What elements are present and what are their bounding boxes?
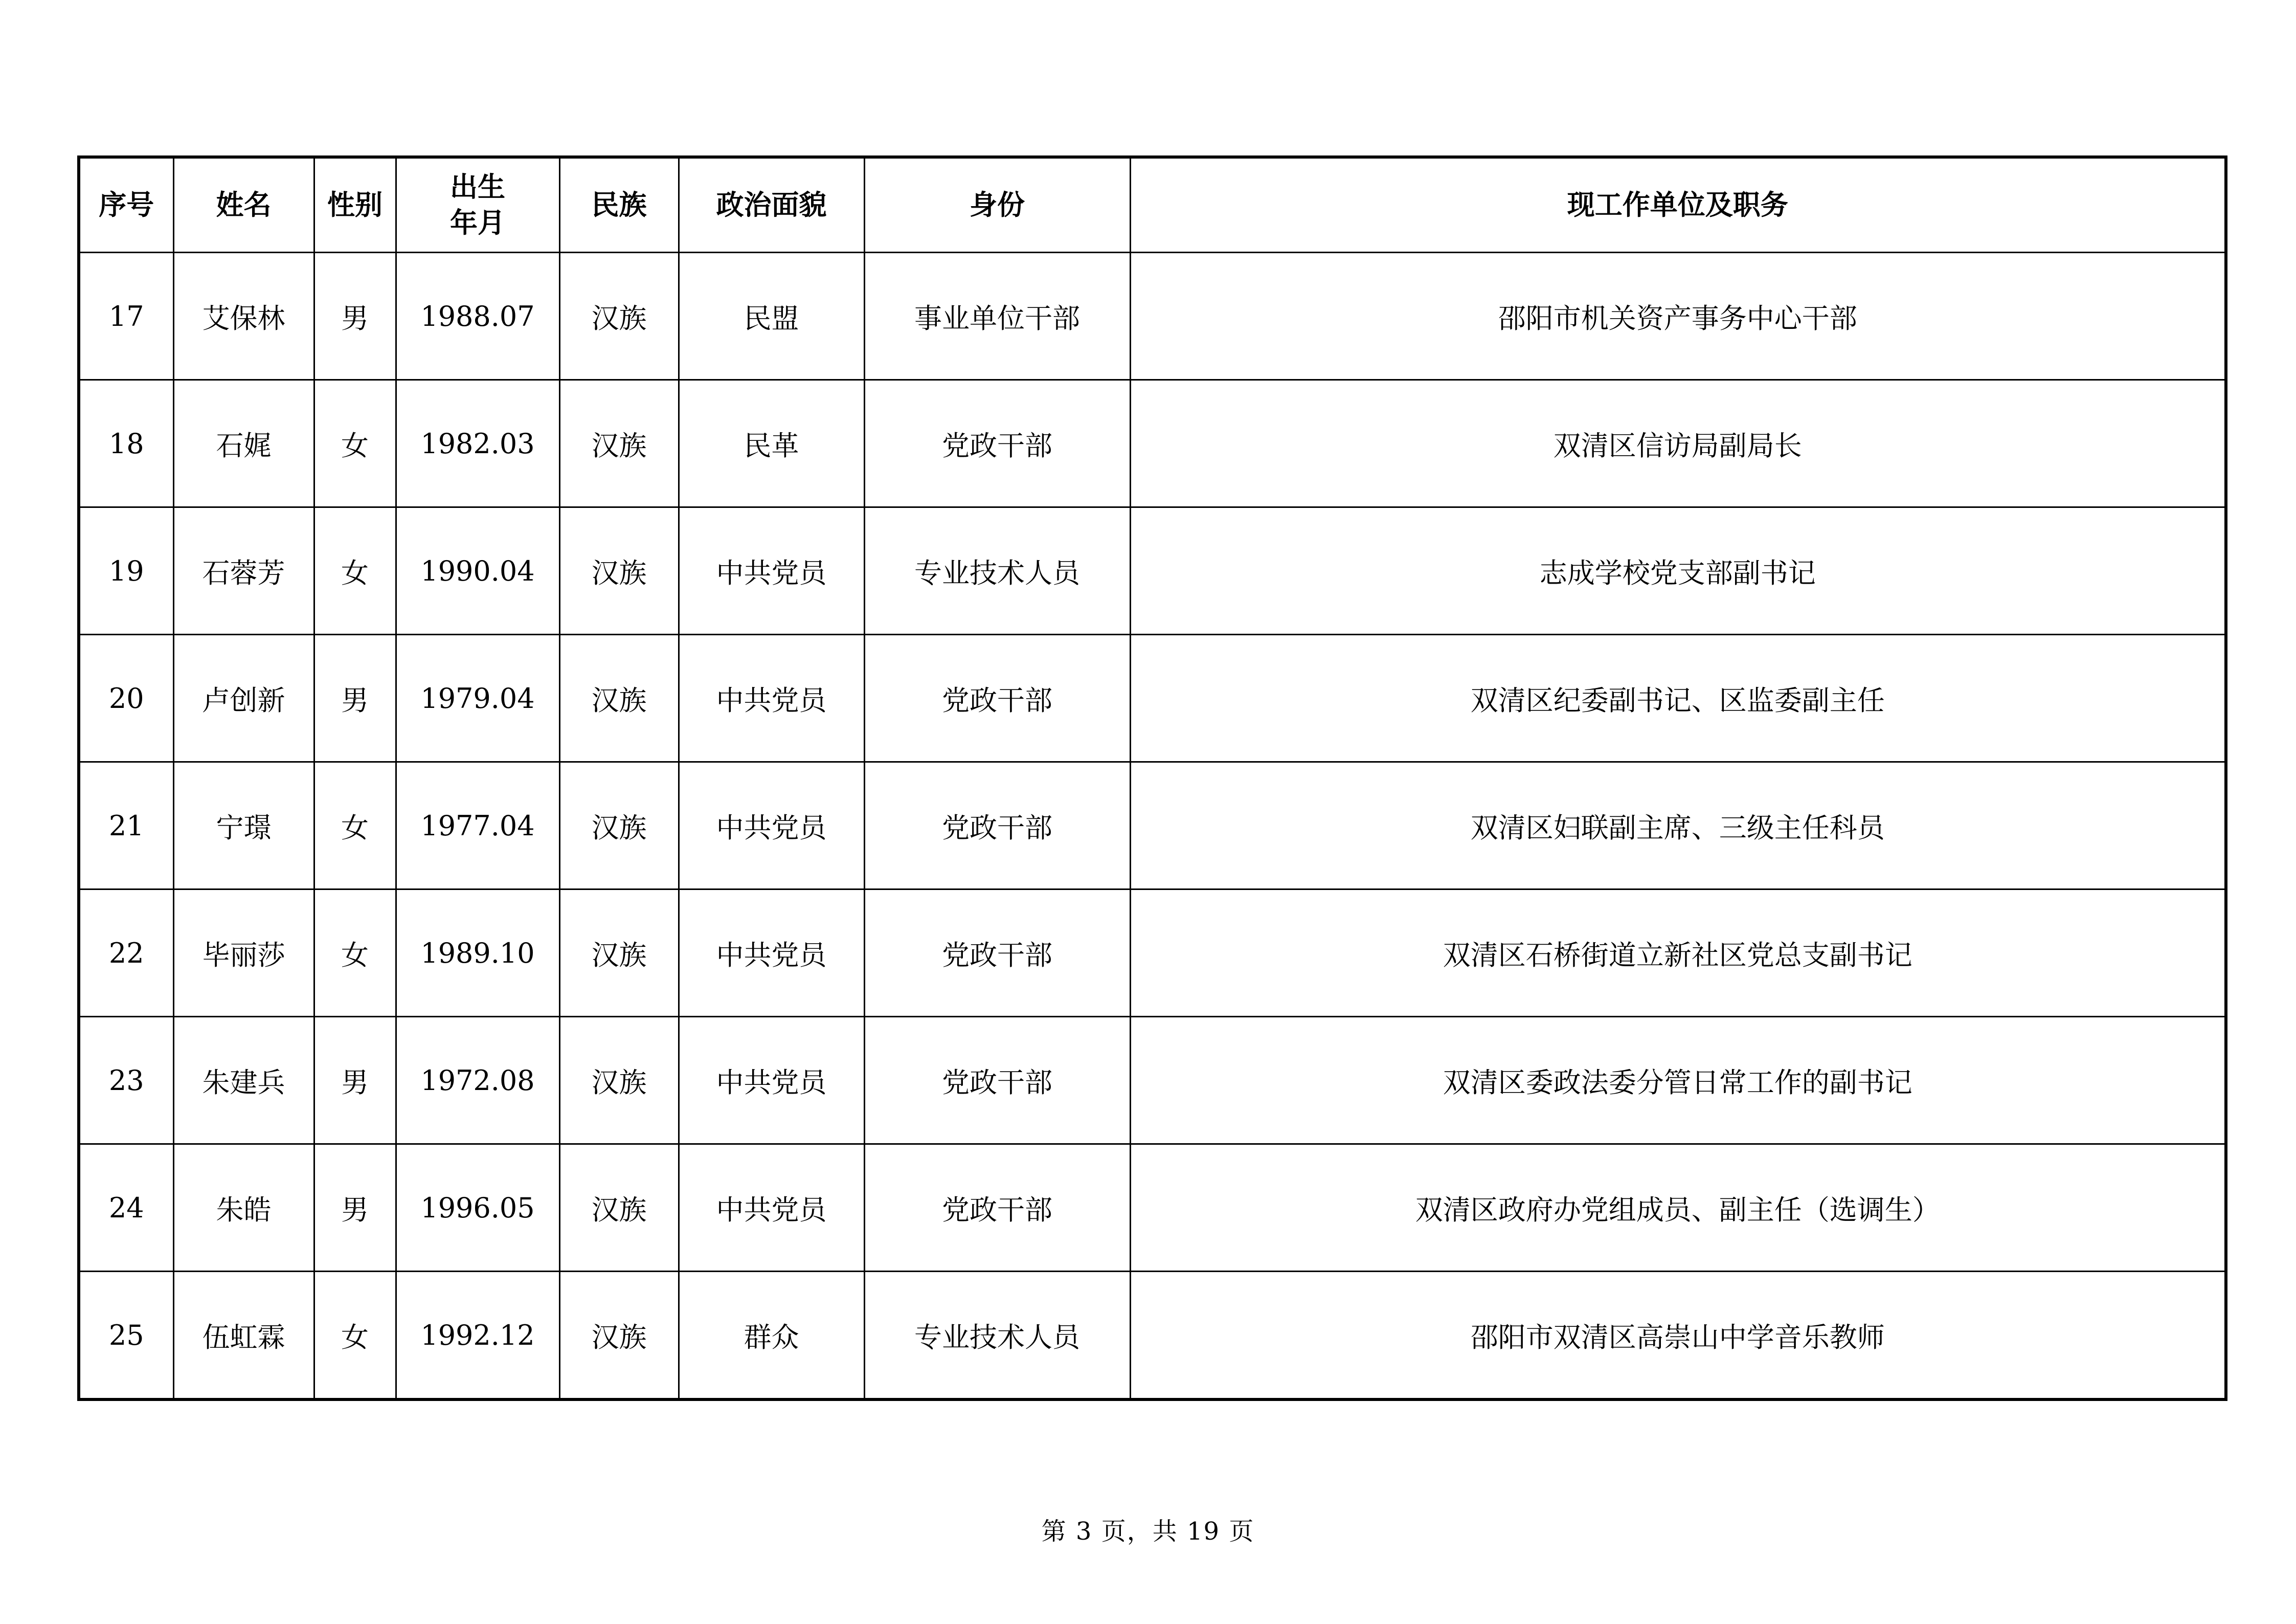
cell-identity: 党政干部 [864, 889, 1130, 1017]
header-gender: 性别 [314, 157, 396, 253]
cell-seq: 20 [79, 635, 173, 762]
cell-ethnicity: 汉族 [559, 1017, 679, 1144]
cell-birth: 1992.12 [396, 1272, 559, 1400]
cell-position: 邵阳市机关资产事务中心干部 [1130, 253, 2226, 380]
cell-identity: 专业技术人员 [864, 507, 1130, 635]
cell-ethnicity: 汉族 [559, 1144, 679, 1272]
cell-birth: 1996.05 [396, 1144, 559, 1272]
cell-seq: 23 [79, 1017, 173, 1144]
cell-seq: 19 [79, 507, 173, 635]
cell-name: 伍虹霖 [173, 1272, 314, 1400]
cell-ethnicity: 汉族 [559, 635, 679, 762]
cell-gender: 女 [314, 507, 396, 635]
header-position: 现工作单位及职务 [1130, 157, 2226, 253]
cell-position: 邵阳市双清区高崇山中学音乐教师 [1130, 1272, 2226, 1400]
cell-political: 民革 [679, 380, 864, 507]
table-row [79, 507, 2226, 635]
cell-birth: 1990.04 [396, 507, 559, 635]
cell-gender: 男 [314, 1144, 396, 1272]
cell-position: 志成学校党支部副书记 [1130, 507, 2226, 635]
cell-position: 双清区信访局副局长 [1130, 380, 2226, 507]
cell-name: 石蓉芳 [173, 507, 314, 635]
cell-seq: 21 [79, 762, 173, 889]
roster-table [77, 155, 2227, 1401]
cell-position: 双清区妇联副主席、三级主任科员 [1130, 762, 2226, 889]
cell-political: 中共党员 [679, 762, 864, 889]
cell-gender: 男 [314, 635, 396, 762]
cell-gender: 男 [314, 1017, 396, 1144]
cell-gender: 女 [314, 380, 396, 507]
cell-ethnicity: 汉族 [559, 1272, 679, 1400]
cell-political: 中共党员 [679, 507, 864, 635]
cell-position: 双清区委政法委分管日常工作的副书记 [1130, 1017, 2226, 1144]
cell-name: 朱建兵 [173, 1017, 314, 1144]
cell-birth: 1982.03 [396, 380, 559, 507]
cell-name: 宁璟 [173, 762, 314, 889]
cell-political: 中共党员 [679, 889, 864, 1017]
table-row [79, 635, 2226, 762]
header-seq: 序号 [79, 157, 173, 253]
table-row [79, 1144, 2226, 1272]
table-row [79, 1272, 2226, 1400]
cell-ethnicity: 汉族 [559, 253, 679, 380]
cell-name: 艾保林 [173, 253, 314, 380]
table-header-row [79, 157, 2226, 253]
header-identity: 身份 [864, 157, 1130, 253]
cell-political: 群众 [679, 1272, 864, 1400]
header-birth-line1: 出生 [450, 171, 505, 203]
page-footer: 第 3 页，共 19 页 [1041, 1517, 1255, 1546]
cell-birth: 1988.07 [396, 253, 559, 380]
cell-name: 朱皓 [173, 1144, 314, 1272]
header-political: 政治面貌 [679, 157, 864, 253]
cell-gender: 女 [314, 762, 396, 889]
cell-seq: 18 [79, 380, 173, 507]
cell-identity: 党政干部 [864, 380, 1130, 507]
cell-gender: 女 [314, 889, 396, 1017]
table-row [79, 253, 2226, 380]
cell-name: 毕丽莎 [173, 889, 314, 1017]
cell-birth: 1972.08 [396, 1017, 559, 1144]
cell-gender: 女 [314, 1272, 396, 1400]
table-row [79, 889, 2226, 1017]
cell-identity: 事业单位干部 [864, 253, 1130, 380]
table-row [79, 380, 2226, 507]
cell-identity: 党政干部 [864, 1144, 1130, 1272]
cell-seq: 22 [79, 889, 173, 1017]
cell-position: 双清区石桥街道立新社区党总支副书记 [1130, 889, 2226, 1017]
cell-name: 卢创新 [173, 635, 314, 762]
cell-seq: 25 [79, 1272, 173, 1400]
cell-birth: 1977.04 [396, 762, 559, 889]
cell-seq: 24 [79, 1144, 173, 1272]
cell-political: 中共党员 [679, 1017, 864, 1144]
header-birth [396, 157, 559, 253]
cell-political: 中共党员 [679, 635, 864, 762]
cell-ethnicity: 汉族 [559, 380, 679, 507]
header-name: 姓名 [173, 157, 314, 253]
cell-gender: 男 [314, 253, 396, 380]
header-birth-line2: 年月 [450, 207, 505, 239]
cell-name: 石娓 [173, 380, 314, 507]
cell-ethnicity: 汉族 [559, 889, 679, 1017]
cell-political: 中共党员 [679, 1144, 864, 1272]
cell-identity: 党政干部 [864, 635, 1130, 762]
cell-identity: 专业技术人员 [864, 1272, 1130, 1400]
cell-ethnicity: 汉族 [559, 762, 679, 889]
table-row [79, 1017, 2226, 1144]
cell-position: 双清区纪委副书记、区监委副主任 [1130, 635, 2226, 762]
cell-political: 民盟 [679, 253, 864, 380]
cell-birth: 1979.04 [396, 635, 559, 762]
cell-ethnicity: 汉族 [559, 507, 679, 635]
table-row [79, 762, 2226, 889]
cell-birth: 1989.10 [396, 889, 559, 1017]
cell-identity: 党政干部 [864, 1017, 1130, 1144]
cell-position: 双清区政府办党组成员、副主任（选调生） [1130, 1144, 2226, 1272]
cell-seq: 17 [79, 253, 173, 380]
header-ethnicity: 民族 [559, 157, 679, 253]
cell-identity: 党政干部 [864, 762, 1130, 889]
